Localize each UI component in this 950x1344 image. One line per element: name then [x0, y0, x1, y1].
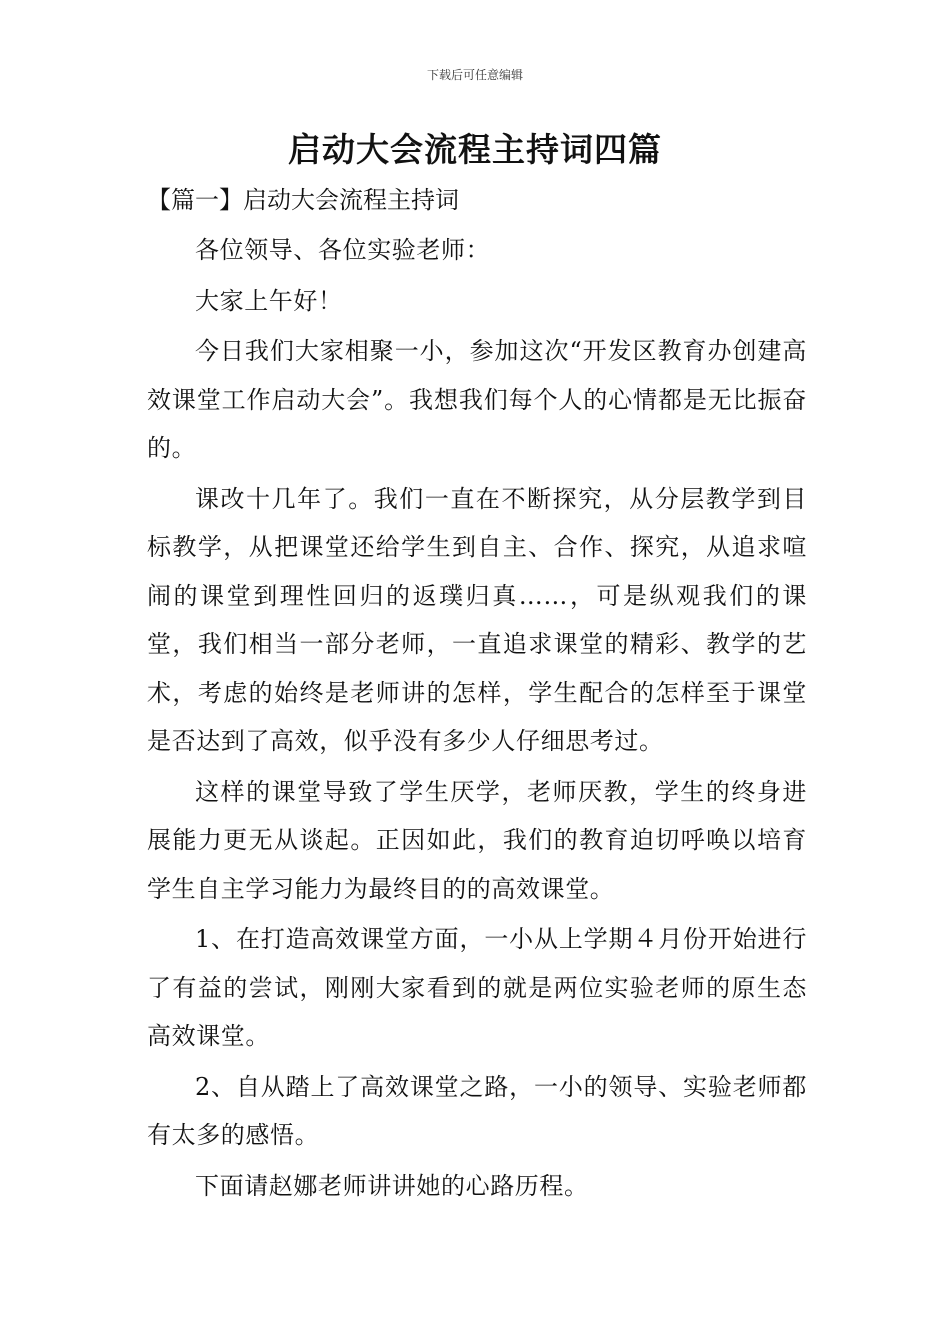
document-body: [147, 226, 807, 1212]
paragraph-salutation: 大家上午好！: [195, 286, 343, 315]
paragraph: 2、自从踏上了高效课堂之路，一小的领导、实验老师都有太多的感悟。: [147, 1072, 807, 1149]
paragraph: 课改十几年了。我们一直在不断探究，从分层教学到目标教学，从把课堂还给学生到自主、合作、探究，从追求喧闹的课堂到理性回归的返璞归真……，可是纵观我们的课堂，我们相当一部分老师，一直追求课堂的精彩、教学的艺术，考虑的始终是老师讲的怎样，学生配合的怎样至于课堂是否达到了高效，似乎没有多少人仔细思考过。: [147, 484, 807, 755]
header-note: 下载后可任意编辑: [426, 68, 523, 82]
paragraph: 下面请赵娜老师讲讲她的心路历程。: [195, 1171, 589, 1200]
section-heading: 【篇一】启动大会流程主持词: [147, 186, 459, 214]
paragraph: 这样的课堂导致了学生厌学，老师厌教，学生的终身进展能力更无从谈起。正因如此，我们的教育迫切呼唤以培育学生自主学习能力为最终目的的高效课堂。: [147, 777, 807, 903]
paragraph: 1、在打造高效课堂方面，一小从上学期４月份开始进行了有益的尝试，刚刚大家看到的就是两位实验老师的原生态高效课堂。: [147, 925, 807, 1050]
document-title: 启动大会流程主持词四篇: [288, 130, 662, 169]
paragraph: 今日我们大家相聚一小，参加这次“开发区教育办创建高效课堂工作启动大会”。我想我们每个人的心情都是无比振奋的。: [147, 337, 807, 462]
paragraph-greeting: 各位领导、各位实验老师：: [195, 236, 491, 264]
